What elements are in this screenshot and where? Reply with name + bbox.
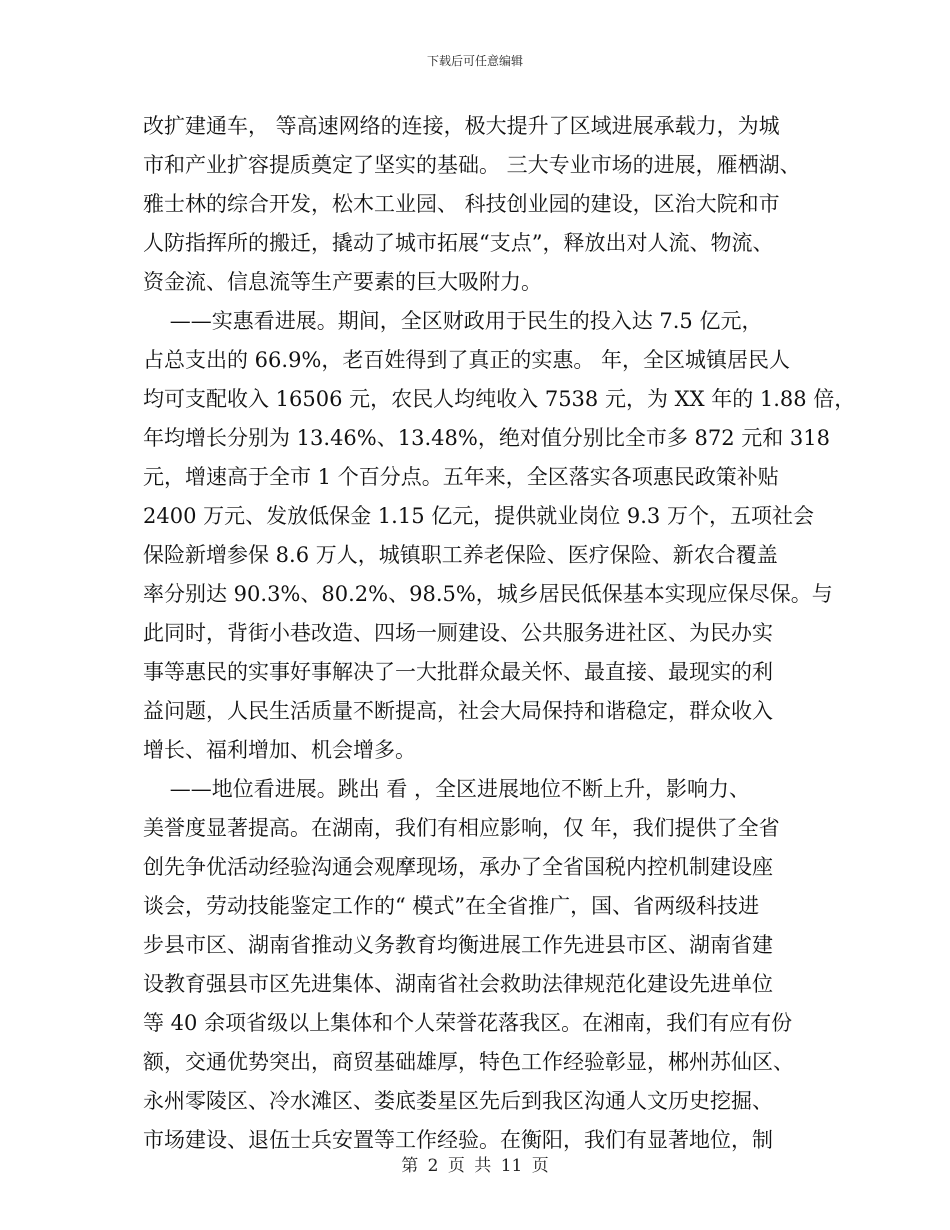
text-line: 资金流、信息流等生产要素的巨大吸附力。: [143, 270, 542, 294]
text-line: 谈会，劳动技能鉴定工作的“ 模式”在全省推广，国、省两级科技进: [143, 894, 760, 918]
text-line: 雅士林的综合开发，松木工业园、 科技创业园的建设，区治大院和市: [143, 192, 780, 216]
page-footer: 第 2 页 共 11 页: [401, 1156, 549, 1176]
text-line: 市场建设、退伍士兵安置等工作经验。在衡阳，我们有显著地位，制: [143, 1128, 773, 1152]
text-line: 创先争优活动经验沟通会观摩现场，承办了全省国税内控机制建设座: [143, 855, 773, 879]
text-line: 率分别达 90.3%、80.2%、98.5%，城乡居民低保基本实现应保尽保。与: [143, 582, 833, 606]
text-line: 永州零陵区、冷水滩区、娄底娄星区先后到我区沟通人文历史挖掘、: [143, 1089, 773, 1113]
text-line: 额，交通优势突出，商贸基础雄厚，特色工作经验彰显，郴州苏仙区、: [143, 1050, 794, 1074]
text-line: 均可支配收入 16506 元，农民人均纯收入 7538 元，为 XX 年的 1.88 倍，: [143, 387, 856, 411]
text-line: 保险新增参保 8.6 万人，城镇职工养老保险、医疗保险、新农合覆盖: [143, 543, 778, 567]
document-body: [143, 107, 856, 1160]
text-line: 等 40 余项省级以上集体和个人荣誉花落我区。在湘南，我们有应有份: [143, 1011, 793, 1035]
text-line: 事等惠民的实事好事解决了一大批群众最关怀、最直接、最现实的利: [143, 660, 773, 684]
text-line: 益问题，人民生活质量不断提高，社会大局保持和谐稳定，群众收入: [143, 699, 773, 723]
page-header: 下载后可任意编辑: [426, 54, 523, 68]
text-line: 占总支出的 66.9%，老百姓得到了真正的实惠。 年，全区城镇居民人: [143, 348, 791, 372]
text-line: 步县市区、湖南省推动义务教育均衡进展工作先进县市区、湖南省建: [143, 933, 773, 957]
text-line: 人防指挥所的搬迁，撬动了城市拓展“支点”，释放出对人流、物流、: [143, 231, 774, 255]
text-line: 设教育强县市区先进集体、湖南省社会救助法律规范化建设先进单位: [143, 972, 773, 996]
paragraph-start-line: ——实惠看进展。期间，全区财政用于民生的投入达 7.5 亿元，: [143, 309, 763, 333]
text-line: 年均增长分别为 13.46%、13.48%，绝对值分别比全市多 872 元和 318: [143, 426, 831, 450]
text-line: 市和产业扩容提质奠定了坚实的基础。 三大专业市场的进展，雁栖湖、: [143, 153, 801, 177]
text-line: 美誉度显著提高。在湖南，我们有相应影响，仅 年，我们提供了全省: [143, 816, 780, 840]
text-line: 元，增速高于全市 1 个百分点。五年来，全区落实各项惠民政策补贴: [143, 465, 779, 489]
text-line: 此同时，背街小巷改造、四场一厕建设、公共服务进社区、为民办实: [143, 621, 773, 645]
paragraph-start-line: ——地位看进展。跳出 看 ，全区进展地位不断上升，影响力、: [143, 777, 751, 801]
text-line: 2400 万元、发放低保金 1.15 亿元，提供就业岗位 9.3 万个，五项社会: [143, 504, 814, 528]
text-line: 增长、福利增加、机会增多。: [143, 738, 416, 762]
text-line: 改扩建通车， 等高速网络的连接，极大提升了区域进展承载力，为城: [143, 114, 780, 138]
